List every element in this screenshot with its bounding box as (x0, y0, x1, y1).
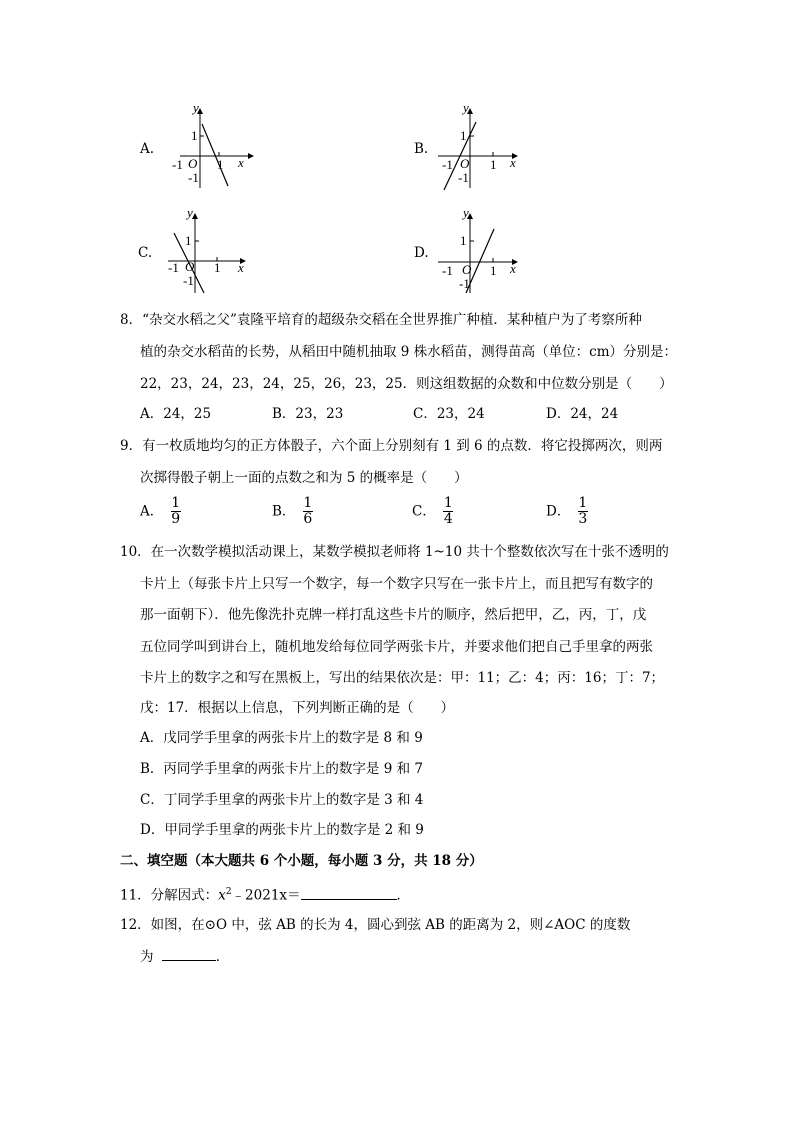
q9-option-d (546, 496, 589, 527)
q8-option-b: B．23，23 (272, 406, 344, 422)
x-label: x (238, 260, 244, 275)
fraction (301, 496, 314, 527)
tick-label-x1: 1 (490, 157, 497, 172)
option-d-letter: D. (414, 245, 429, 261)
y-label: y (463, 205, 469, 220)
y-label: y (463, 100, 469, 115)
graph-a (160, 100, 260, 192)
q12-line-2 (140, 948, 229, 965)
q8-option-a: A．24，25 (140, 406, 212, 422)
q10-line-4: 五位同学叫到讲台上，随机地发给每位同学两张卡片，并要求他们把自己手里拿的两张 (140, 639, 653, 655)
q8-line-2: 植的杂交水稻苗的长势，从稻田中随机抽取 9 株水稻苗，测得苗高（单位：cm）分别是： (140, 344, 678, 360)
q10-option-c: C．丁同学手里拿的两张卡片上的数字是 3 和 4 (140, 792, 424, 808)
tick-label-xneg1: -1 (442, 263, 453, 278)
tick-label-x1: 1 (217, 157, 224, 172)
q10-option-b: B．丙同学手里拿的两张卡片上的数字是 9 和 7 (140, 761, 423, 777)
q8-option-c: C．23，24 (413, 406, 485, 422)
origin-label: O (185, 259, 195, 274)
option-a-letter: A. (140, 141, 155, 157)
q12-line-2-prefix: 为 (140, 949, 154, 965)
q11-var-x: x (218, 887, 226, 904)
q10-line-3: 那一面朝下）．他先像洗扑克牌一样打乱这些卡片的顺序，然后把甲，乙，丙，丁，戊 (140, 607, 647, 623)
tick-label-x1: 1 (490, 263, 497, 278)
tick-label-yneg1: -1 (458, 170, 469, 185)
tick-label-xneg1: -1 (442, 157, 453, 172)
q11-prefix: 11．分解因式： (120, 887, 219, 904)
fraction (576, 496, 589, 527)
origin-label: O (188, 156, 198, 171)
q12-line-2-suffix: ． (215, 949, 230, 965)
origin-label: O (462, 262, 472, 277)
denominator: 9 (171, 511, 181, 527)
origin-label: O (460, 156, 470, 171)
q11-answer-blank[interactable] (301, 887, 397, 900)
numerator: 1 (303, 495, 313, 511)
y-label: y (187, 205, 193, 220)
q10-line-6: 戊：17．根据以上信息，下列判断正确的是（ ） (140, 700, 455, 716)
x-label: x (238, 155, 244, 170)
tick-label-y1: 1 (460, 233, 467, 248)
question-11 (120, 884, 410, 904)
q11-suffix: ． (396, 887, 411, 904)
q10-line-2: 卡片上（每张卡片上只写一个数字，每一个数字只写在一张卡片上，而且把写有数字的 (140, 576, 653, 592)
tick-label-yneg1: -1 (459, 276, 470, 291)
tick-label-yneg1: -1 (188, 170, 199, 185)
function-line (202, 124, 228, 186)
q9-option-a-letter: A． (140, 503, 164, 520)
q12-line-1: 12．如图，在⊙O 中，弦 AB 的长为 4，圆心到弦 AB 的距离为 2，则∠AOC 的度数 (120, 917, 631, 933)
q8-line-1: 8．“杂交水稻之父”袁隆平培育的超级杂交稻在全世界推广种植．某种植户为了考察所种 (120, 312, 642, 328)
graph-c (160, 205, 260, 297)
fraction (169, 496, 182, 527)
x-axis-arrow (248, 153, 254, 159)
graph-b (430, 100, 530, 192)
q10-option-d: D．甲同学手里拿的两张卡片上的数字是 2 和 9 (140, 822, 424, 838)
q9-line-1: 9．有一枚质地均匀的正方体骰子，六个面上分别刻有 1 到 6 的点数．将它投掷两次，则两 (120, 438, 663, 454)
denominator: 6 (303, 511, 313, 527)
fraction (442, 496, 455, 527)
y-axis-arrow (192, 213, 198, 219)
numerator: 1 (578, 495, 588, 511)
q9-option-b-letter: B． (272, 503, 296, 520)
numerator: 1 (443, 495, 453, 511)
q8-line-3: 22，23，24，23，24，25，26，23，25．则这组数据的众数和中位数分别是（ ） (140, 376, 673, 392)
denominator: 3 (578, 511, 588, 527)
q10-line-1: 10．在一次数学模拟活动课上，某数学模拟老师将 1~10 共十个整数依次写在十张不透明的 (120, 544, 669, 560)
q9-option-c-letter: C． (412, 503, 436, 520)
tick-label-xneg1: -1 (172, 157, 183, 172)
option-b-letter: B. (414, 141, 429, 157)
tick-label-y1: 1 (191, 128, 198, 143)
x-label: x (510, 261, 516, 276)
q9-option-b (272, 496, 314, 527)
q9-line-2: 次掷得骰子朝上一面的点数之和为 5 的概率是（ ） (140, 470, 468, 486)
q11-exponent: 2 (225, 887, 232, 897)
y-label: y (193, 100, 199, 115)
denominator: 4 (443, 511, 453, 527)
q11-expression: ﹣2021x＝ (231, 887, 301, 904)
tick-label-yneg1: -1 (183, 273, 194, 288)
q10-option-a: A．戊同学手里拿的两张卡片上的数字是 8 和 9 (140, 730, 423, 746)
section-heading: 二、填空题（本大题共 6 个小题，每小题 3 分，共 18 分） (120, 853, 483, 869)
x-label: x (510, 155, 516, 170)
tick-label-xneg1: -1 (168, 260, 179, 275)
option-c-letter: C. (138, 245, 153, 261)
q10-line-5: 卡片上的数字之和写在黑板上，写出的结果依次是：甲：11；乙：4；丙：16；丁：7； (140, 670, 665, 686)
q9-option-a (140, 496, 182, 527)
tick-label-y1: 1 (185, 233, 192, 248)
q9-option-c (412, 496, 455, 527)
tick-label-y1: 1 (460, 128, 467, 143)
numerator: 1 (171, 495, 181, 511)
q9-option-d-letter: D． (546, 503, 571, 520)
graph-d (430, 205, 530, 297)
q12-answer-blank[interactable] (162, 948, 216, 961)
q8-option-d: D．24，24 (546, 406, 619, 422)
tick-label-x1: 1 (214, 260, 221, 275)
